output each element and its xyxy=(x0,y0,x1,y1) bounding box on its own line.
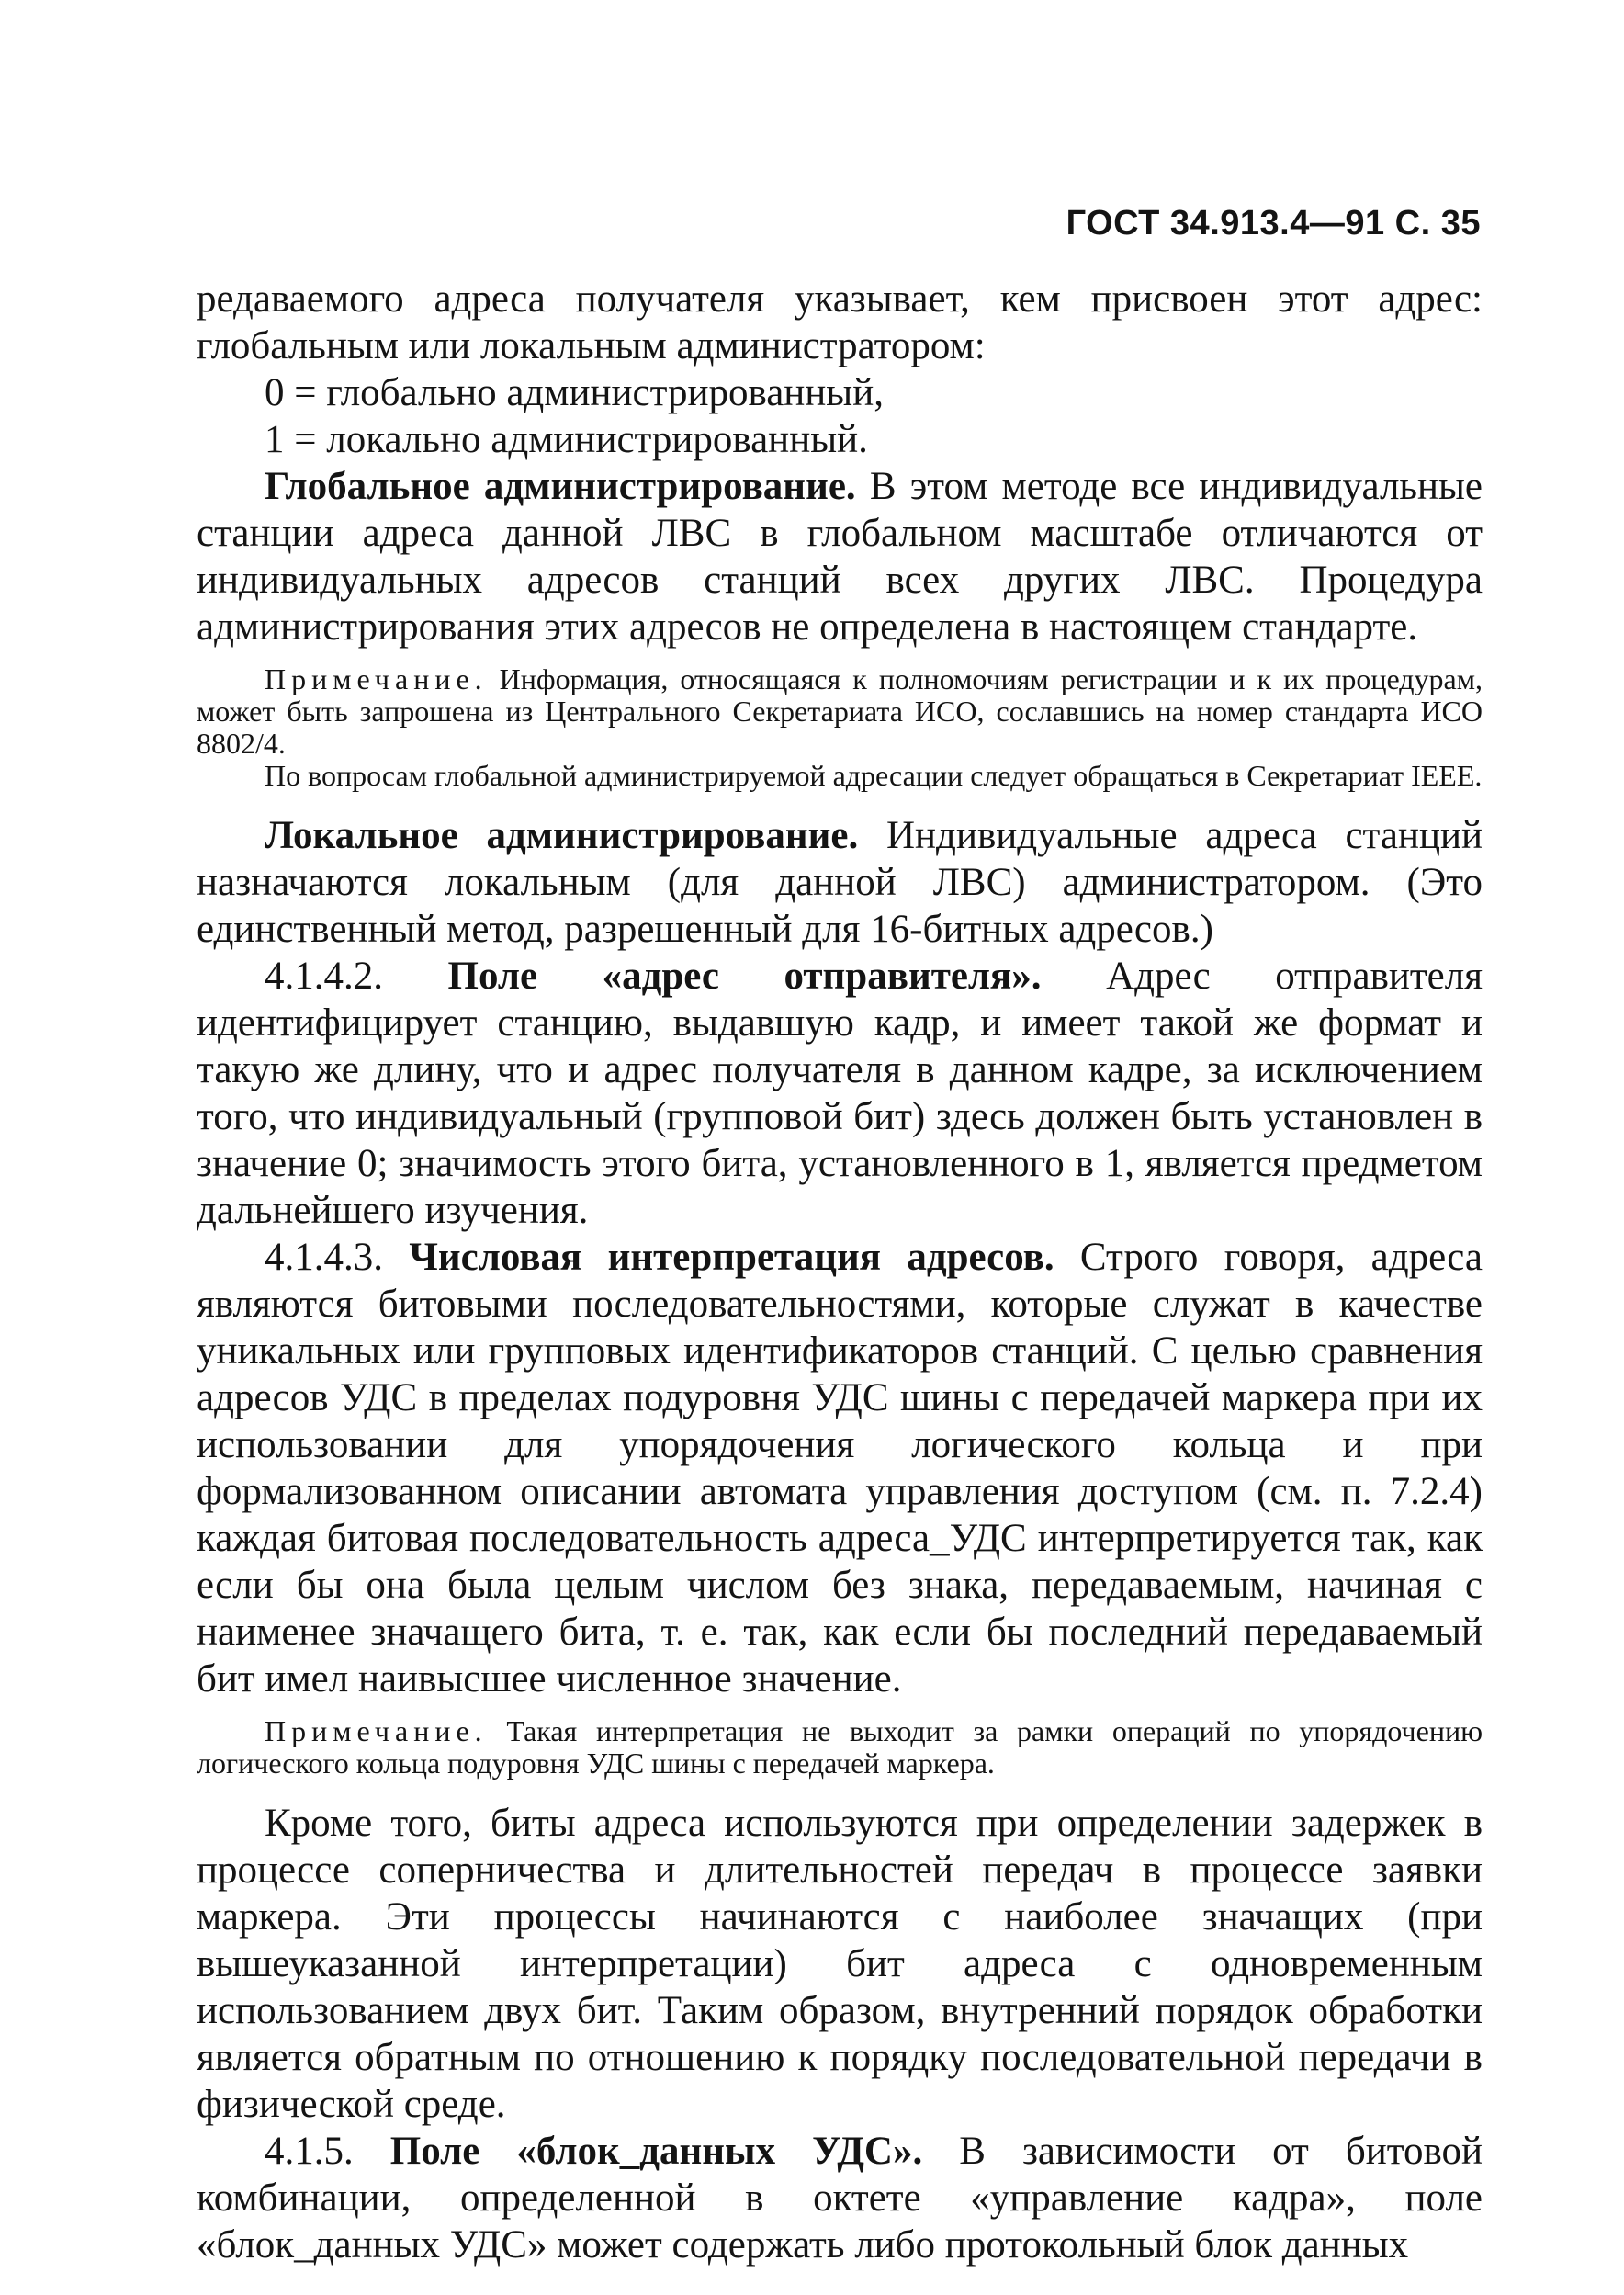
local-admin-text: Индивидуальные адреса станций назначаются локальным (для данной ЛВС) администратором. (Это единственный метод, разрешенный для 16-битных адресов.) xyxy=(197,814,1483,951)
local-admin-heading: Локальное администрирование. xyxy=(265,814,859,857)
section-heading: Поле «блок_данных УДС». xyxy=(389,2130,923,2173)
section-text: Строго говоря, адреса являются битовыми последовательностями, которые служат в качестве уникальных или групповых идентификаторов станций. С целью сравнения адресов УДС в пределах подуровня УДС шины с передачей маркера при их использовании для упорядочения логического кольца и при формализованном описании автомата управления доступом (см. п. 7.2.4) каждая битовая последовательность адреса_УДС интерпретируется так, как если бы она была целым числом без знака, передаваемым, начиная с наименее значащего бита, т. е. так, как если бы последний передаваемый бит имел наивысшее численное значение. xyxy=(197,1236,1483,1701)
local-admin-paragraph xyxy=(197,812,1483,953)
section-number: 4.1.5. xyxy=(265,2130,390,2173)
intro-paragraph: редаваемого адреса получателя указывает, кем присвоен этот адрес: глобальным или локальным администратором: xyxy=(197,277,1483,367)
note-interpretation xyxy=(197,1715,1483,1780)
address-bits-paragraph: Кроме того, биты адреса используются при определении задержек в процессе соперничества и длительностей передач в процессе заявки маркера. Эти процессы начинаются с наиболее значащих (при вышеуказанной интерпретации) бит адреса с одновременным использованием двух бит. Таким образом, внутренний порядок обработки является обратным по отношению к порядку последовательной передачи в физической среде. xyxy=(197,1802,1483,2126)
note-ieee: По вопросам глобальной администрируемой адресации следует обращаться в Секретариат IEEE. xyxy=(265,759,1483,792)
note-registration xyxy=(197,663,1483,760)
list-item-global: 0 = глобально администрированный, xyxy=(265,371,884,414)
global-admin-paragraph xyxy=(197,463,1483,650)
section-number: 4.1.4.3. xyxy=(265,1236,410,1279)
section-4-1-5 xyxy=(197,2128,1483,2268)
note-interpretation-text: Такая интерпретация не выходит за рамки операций по упорядочению логического кольца подуровня УДС шины с передачей маркера. xyxy=(197,1714,1483,1780)
section-heading: Поле «адрес отправителя». xyxy=(447,955,1042,998)
section-text: Адрес отправителя идентифицирует станцию, выдавшую кадр, и имеет такой же формат и такую же длину, что и адрес получателя в данном кадре, за исключением того, что индивидуальный (групповой бит) здесь должен быть установлен в значение 0; значимость этого бита, установленного в 1, является предметом дальнейшего изучения. xyxy=(197,955,1483,1232)
note-label: Примечание. xyxy=(265,1714,488,1747)
global-admin-text: В этом методе все индивидуальные станции адреса данной ЛВС в глобальном масштабе отличаются от индивидуальных адресов станций всех других ЛВС. Процедура администрирования этих адресов не определена в настоящем стандарте. xyxy=(197,465,1483,649)
page-header: ГОСТ 34.913.4—91 С. 35 xyxy=(1066,204,1481,243)
section-4-1-4-2 xyxy=(197,953,1483,1234)
note-label: Примечание. xyxy=(265,662,488,695)
section-text: В зависимости от битовой комбинации, определенной в октете «управление кадра», поле «блок_данных УДС» может содержать либо протокольный блок данных xyxy=(197,2130,1483,2267)
page-content xyxy=(197,276,1483,2268)
list-item-local: 1 = локально администрированный. xyxy=(265,418,868,461)
section-heading: Числовая интерпретация адресов. xyxy=(409,1236,1054,1279)
global-admin-heading: Глобальное администрирование. xyxy=(265,465,856,508)
note-registration-text: Информация, относящаяся к полномочиям регистрации и к их процедурам, может быть запрошена из Центрального Секретариата ИСО, сославшись на номер стандарта ИСО 8802/4. xyxy=(197,662,1483,760)
section-4-1-4-3 xyxy=(197,1234,1483,1702)
section-number: 4.1.4.2. xyxy=(265,955,448,998)
